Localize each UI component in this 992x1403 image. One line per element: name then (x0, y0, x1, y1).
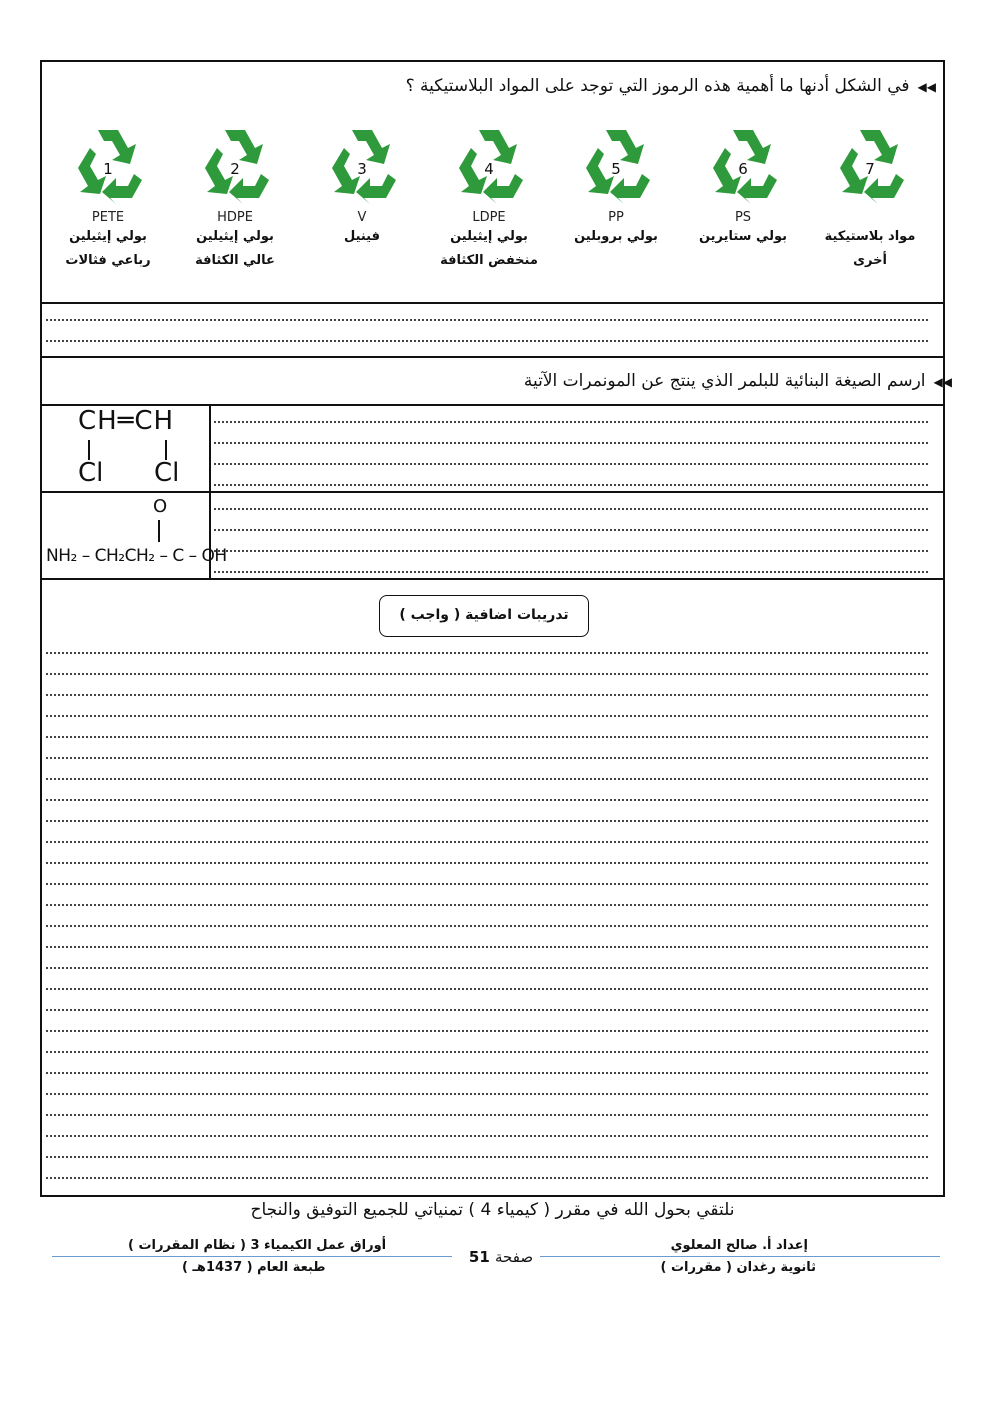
recycle-icon (832, 124, 908, 204)
answer-line[interactable] (46, 820, 928, 822)
answer-line[interactable] (214, 508, 928, 510)
answer-line[interactable] (46, 841, 928, 843)
plastic-name-2: أخرى (853, 253, 887, 268)
divider (40, 356, 945, 358)
recycle-icon (197, 124, 273, 204)
double-arrow-icon: ◀◀ (933, 375, 952, 389)
answer-line[interactable] (46, 694, 928, 696)
answer-line[interactable] (46, 1030, 928, 1032)
plastic-name: بولي بروبلين (574, 229, 658, 244)
recycle-symbol-7 (815, 124, 925, 273)
footer-line-left (52, 1256, 452, 1257)
recycle-icon (324, 124, 400, 204)
footer-line-right (540, 1256, 940, 1257)
answer-line[interactable] (214, 484, 928, 486)
answer-line[interactable] (46, 1051, 928, 1053)
answer-line[interactable] (46, 1156, 928, 1158)
monomer-1-formula: CH═CH (78, 406, 175, 436)
answer-line[interactable] (46, 673, 928, 675)
resin-code: PETE (91, 210, 125, 225)
chlorine-right: Cl (154, 458, 180, 488)
svg-text:2: 2 (230, 160, 240, 178)
resin-code: HDPE (217, 210, 253, 225)
answer-line[interactable] (46, 925, 928, 927)
answer-line[interactable] (214, 463, 928, 465)
answer-line[interactable] (46, 1114, 928, 1116)
recycle-symbol-3 (307, 124, 417, 249)
question-2-text: ارسم الصيغة البنائية للبلمر الذي ينتج عن المونمرات الآتية (523, 371, 926, 391)
plastic-name: بولي إيثيلين (196, 229, 274, 244)
answer-line[interactable] (46, 1177, 928, 1179)
svg-text:5: 5 (611, 160, 621, 178)
recycle-icon (70, 124, 146, 204)
recycle-icon (578, 124, 654, 204)
answer-line[interactable] (214, 442, 928, 444)
plastic-name: بولي إيثيلين (450, 229, 528, 244)
answer-line[interactable] (46, 1093, 928, 1095)
answer-line[interactable] (46, 652, 928, 654)
answer-line[interactable] (214, 421, 928, 423)
resin-code: PP (608, 210, 624, 225)
footer-book-title: أوراق عمل الكيمياء 3 ( نظام المقررات ) (128, 1238, 387, 1253)
svg-text:3: 3 (357, 160, 367, 178)
footer-author: إعداد أ. صالح المعلوي (670, 1238, 808, 1253)
answer-line[interactable] (46, 340, 928, 342)
answer-line[interactable] (214, 571, 928, 573)
question-1 (406, 76, 936, 96)
closing-message: نلتقي بحول الله في مقرر ( كيمياء 4 ) تمنياتي للجميع التوفيق والنجاح (250, 1200, 735, 1220)
plastic-name-2: رباعي فثالات (65, 253, 151, 268)
resin-code: PS (734, 210, 752, 225)
chlorine-left: Cl (78, 458, 104, 488)
recycle-icon (705, 124, 781, 204)
plastic-name-2: منخفض الكثافة (440, 253, 538, 268)
divider (40, 578, 945, 580)
answer-line[interactable] (46, 904, 928, 906)
footer-edition: طبعة العام ( 1437هـ ) (182, 1260, 326, 1275)
recycle-symbol-2 (180, 124, 290, 273)
page-number: 51 (468, 1248, 490, 1266)
double-bond-line (158, 520, 160, 542)
answer-line[interactable] (214, 550, 928, 552)
footer-school: ثانوية رغدان ( مقررات ) (660, 1260, 816, 1275)
divider (40, 302, 945, 304)
answer-line[interactable] (46, 799, 928, 801)
resin-code: LDPE (472, 210, 506, 225)
bond-line (165, 440, 167, 460)
monomer-2-formula: NH₂ – CH₂CH₂ – C – OH (46, 546, 227, 566)
plastic-name-2: عالي الكثافة (195, 253, 275, 268)
resin-code (815, 210, 925, 225)
answer-line[interactable] (214, 529, 928, 531)
question-1-text: في الشكل أدنها ما أهمية هذه الرموز التي توجد على المواد البلاستيكية ؟ (405, 76, 910, 96)
answer-line[interactable] (46, 715, 928, 717)
answer-line[interactable] (46, 862, 928, 864)
svg-text:7: 7 (865, 160, 875, 178)
answer-line[interactable] (46, 946, 928, 948)
bond-line (88, 440, 90, 460)
recycle-symbol-4 (434, 124, 544, 273)
divider (40, 404, 945, 406)
recycle-symbol-6 (688, 124, 798, 249)
answer-line[interactable] (46, 319, 928, 321)
answer-line[interactable] (46, 1072, 928, 1074)
answer-line[interactable] (46, 883, 928, 885)
plastic-name: بولي ستايرين (698, 229, 788, 244)
recycle-icon (451, 124, 527, 204)
answer-line[interactable] (46, 736, 928, 738)
extra-exercises-label: تدريبات اضافية ( واجب ) (379, 595, 589, 637)
resin-code: V (357, 210, 367, 225)
svg-text:1: 1 (103, 160, 113, 178)
answer-line[interactable] (46, 778, 928, 780)
plastic-name: مواد بلاستيكية (824, 229, 916, 244)
answer-line[interactable] (46, 988, 928, 990)
plastic-name: بولي إيثيلين (69, 229, 147, 244)
answer-line[interactable] (46, 1135, 928, 1137)
footer-page (468, 1248, 534, 1266)
double-arrow-icon: ◀◀ (917, 80, 936, 94)
answer-line[interactable] (46, 757, 928, 759)
recycle-symbol-1 (53, 124, 163, 273)
answer-line[interactable] (46, 1009, 928, 1011)
divider (40, 491, 945, 493)
svg-text:4: 4 (484, 160, 494, 178)
carbonyl-oxygen: O (153, 496, 168, 517)
plastic-name: فينيل (343, 229, 381, 244)
svg-text:6: 6 (738, 160, 748, 178)
answer-line[interactable] (46, 967, 928, 969)
question-2 (524, 371, 952, 391)
recycle-symbol-5 (561, 124, 671, 249)
page-label: صفحة (495, 1248, 534, 1266)
